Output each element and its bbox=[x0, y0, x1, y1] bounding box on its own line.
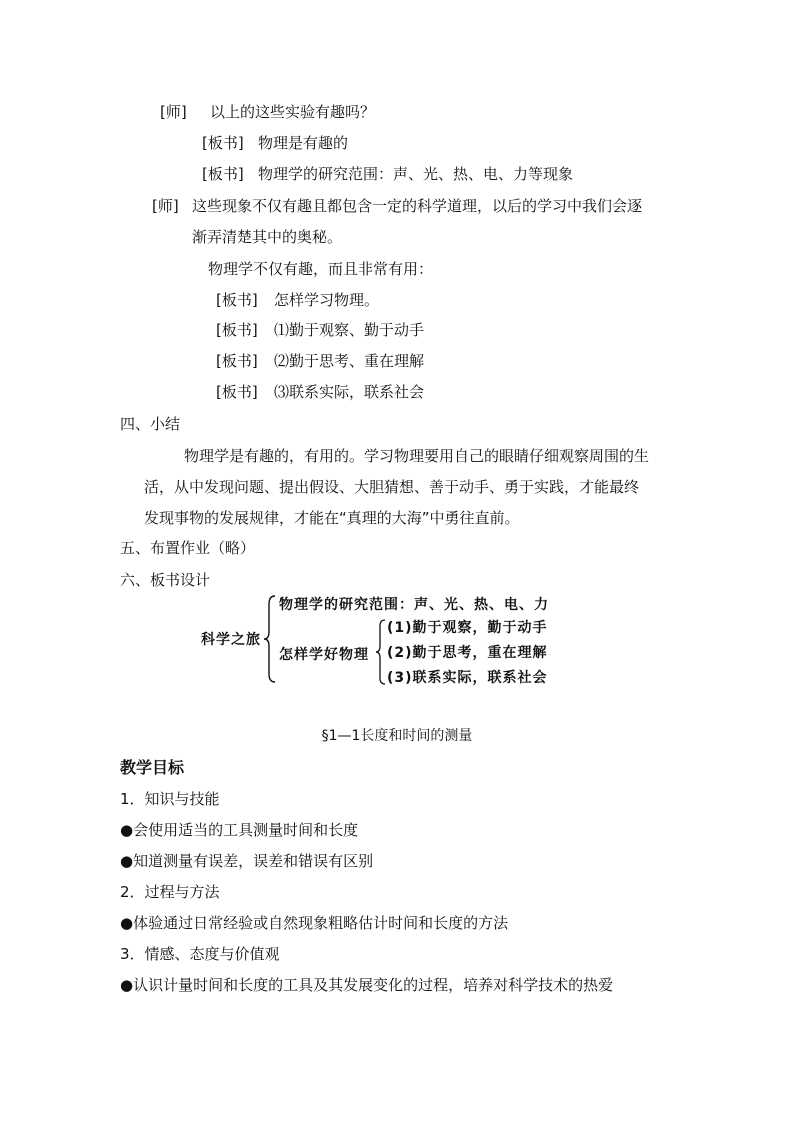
diagram-subitem: (1)勤于观察，勤于动手 bbox=[387, 620, 548, 636]
diagram-branch: 物理学的研究范围：声、光、热、电、力 bbox=[279, 597, 549, 613]
goal-category: 2．过程与方法 bbox=[120, 883, 220, 901]
left-brace-icon bbox=[263, 594, 277, 684]
board-line bbox=[202, 164, 573, 184]
goal-item: ●认识计量时间和长度的工具及其发展变化的过程，培养对科学技术的热爱 bbox=[120, 976, 614, 994]
dialogue-line bbox=[152, 196, 642, 216]
board-text: ⑵勤于思考、重在理解 bbox=[274, 352, 425, 370]
dialogue-line bbox=[160, 102, 375, 122]
board-line bbox=[216, 351, 424, 371]
board-text: 怎样学习物理。 bbox=[274, 291, 380, 309]
homework-heading: 五、布置作业（略） bbox=[120, 539, 256, 557]
board-tag: [板书] bbox=[202, 134, 244, 152]
dialogue-text-continued: 渐弄清楚其中的奥秘。 bbox=[192, 228, 343, 246]
statement-line: 物理学不仅有趣，而且非常有用： bbox=[208, 260, 434, 278]
board-text: 物理学的研究范围：声、光、热、电、力等现象 bbox=[258, 165, 574, 183]
board-line bbox=[216, 382, 424, 402]
board-text: 物理是有趣的 bbox=[258, 134, 349, 152]
board-line bbox=[216, 320, 424, 340]
board-line bbox=[216, 290, 379, 310]
goal-item: ●体验通过日常经验或自然现象粗略估计时间和长度的方法 bbox=[120, 914, 509, 932]
goal-category: 1．知识与技能 bbox=[120, 790, 220, 808]
right-brace-icon bbox=[375, 618, 387, 686]
diagram-subitem: (3)联系实际，联系社会 bbox=[387, 670, 548, 686]
speaker-tag: [师] bbox=[160, 103, 187, 121]
diagram-subitem: (2)勤于思考，重在理解 bbox=[387, 645, 548, 661]
diagram-branch: 怎样学好物理 bbox=[279, 647, 369, 663]
board-line bbox=[202, 133, 348, 153]
summary-paragraph-line: 物理学是有趣的，有用的。学习物理要用自己的眼睛仔细观察周围的生 bbox=[184, 447, 650, 465]
dialogue-text: 这些现象不仅有趣且都包含一定的科学道理，以后的学习中我们会逐 bbox=[192, 197, 643, 215]
board-design-diagram bbox=[195, 592, 565, 692]
board-tag: [板书] bbox=[216, 291, 258, 309]
summary-heading: 四、小结 bbox=[120, 415, 181, 433]
goals-heading: 教学目标 bbox=[120, 758, 185, 777]
board-tag: [板书] bbox=[216, 321, 258, 339]
board-tag: [板书] bbox=[216, 383, 258, 401]
board-text: ⑶联系实际，联系社会 bbox=[274, 383, 425, 401]
summary-paragraph-line: 活，从中发现问题、提出假设、大胆猜想、善于动手、勇于实践，才能最终 bbox=[144, 478, 640, 496]
diagram-root: 科学之旅 bbox=[201, 632, 261, 648]
goal-item: ●知道测量有误差，误差和错误有区别 bbox=[120, 852, 374, 870]
goal-category: 3．情感、态度与价值观 bbox=[120, 945, 280, 963]
board-design-heading: 六、板书设计 bbox=[120, 571, 211, 589]
section-title: §1—1长度和时间的测量 bbox=[321, 728, 473, 744]
dialogue-text: 以上的这些实验有趣吗？ bbox=[210, 103, 376, 121]
summary-paragraph-line: 发现事物的发展规律，才能在“真理的大海”中勇往直前。 bbox=[144, 509, 520, 527]
speaker-tag: [师] bbox=[152, 197, 179, 215]
goal-item: ●会使用适当的工具测量时间和长度 bbox=[120, 821, 359, 839]
board-tag: [板书] bbox=[216, 352, 258, 370]
board-tag: [板书] bbox=[202, 165, 244, 183]
board-text: ⑴勤于观察、勤于动手 bbox=[274, 321, 425, 339]
